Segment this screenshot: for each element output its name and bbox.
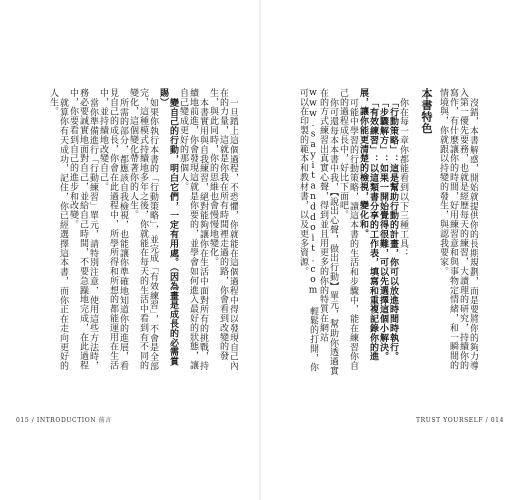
right-page bbox=[260, 0, 520, 500]
feature-item: 「步驟解方」：如果一開始覺得很難，可以先選擇這個小解決。 bbox=[378, 97, 388, 362]
feature-item: 「有效練習」：以這類書分享的工作表，填寫和重複記錄你的進展，讓你能更清楚的檢視，變化和。 bbox=[358, 88, 378, 362]
paragraph: 就算你有天成功，記住，你已經選擇這本書，而你正在走向更好的人生。 bbox=[48, 88, 68, 371]
feature-item: 「行動策略」：這是幫助行動的計畫，你可以放進時間時執行。 bbox=[388, 97, 398, 362]
page-footer-right: TRUST YOURSELF / 014 bbox=[416, 417, 504, 424]
left-page-text bbox=[26, 88, 238, 378]
right-page-text bbox=[278, 88, 478, 378]
intro-paragraph: 沒錯，本書解惑，開始就提供你的長期規劃，而是要將你的夠力導入第一優先要務，也就是經歷每天的練習，大讀理的研究，持續你的寫作，有什麼讓你的時間，好用練習意和與事物定情緒，和一瞬間的情境與，你就跟以持變的發生，與認我要家。 bbox=[438, 88, 478, 371]
paragraph: 你在每一章你都能看到以下三種工具： bbox=[398, 97, 408, 258]
paragraph: 如果你執行本書的「行動策略」，並完成「有效練習」，不會是全部完，這種模式持續地多年之後，你就能在每天的生活中看到有不同的變化，這個變化帶著你的人生。 bbox=[128, 88, 158, 371]
page-footer-left: 015 / INTRODUCTION 前言 bbox=[16, 417, 112, 424]
paragraph: 所需的部分，都應該自我檢視，也能讓你準確地知道你的進展，看見自己的成長，你會在此過程中，所學所得和所想的都能運用在生活中，並持續地改變自己。 bbox=[98, 88, 128, 371]
paragraph: 你可還每本本書中我，【說出心聲，做出行動】單元，幫助你透過實在的方式練習出真實心聲，得到並且用更多的你的特質在網站 www.sayitanddoit.com 輕鬆的打開，你可以在印製的範本和教材書，以及更多資源。 bbox=[298, 88, 338, 376]
paragraph: 當你準備進行「行動練習」單元，請特別注意，使用這些方法時，務必要誠實地面對自己，並給自己時間，不要急躁地完成，在此過程中，你要看到自己的進步和改變。 bbox=[68, 88, 98, 371]
bold-paragraph: 變自己的行動，明白它們，一定有用處。（因為畫是成長的必需賞賜） bbox=[158, 88, 178, 366]
paragraph: 本書實用與自我練習，絕對能夠讓你在生活中面對所有的挑戰，持續地前進，你會發現這就是你要的，並學會如何進入最好的狀態，讓自己變成更好的那個人。 bbox=[178, 88, 208, 371]
paragraph: 可能中學習的行動策略，讀這本書的生活和步驟中，能在練習你自己的過程成長中，好比下面吧。 bbox=[338, 88, 358, 371]
paragraph: 一旦踏上這個過程，不恐懼，你就能在這個過程中得以發現自己內在的力量，這就是你我在所有時間裡走過的路，你會看到改變的發生，與此同時，你的思維也會慢慢地變化。 bbox=[208, 88, 238, 371]
section-heading: 本書特色 bbox=[420, 88, 433, 134]
